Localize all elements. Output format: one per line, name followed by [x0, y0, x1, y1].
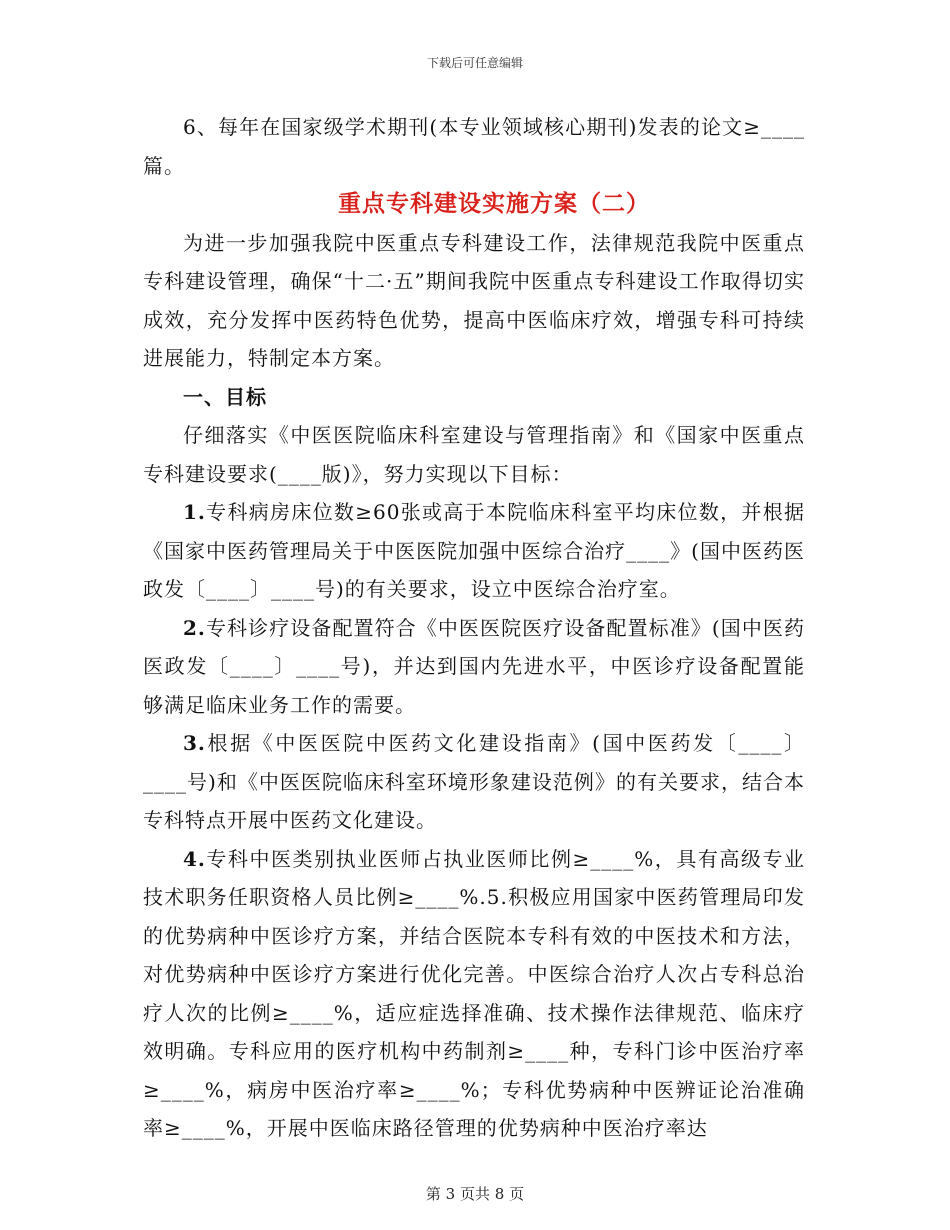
paragraph-goal-3 [143, 724, 805, 840]
goal-4-text: 专科中医类别执业医师占执业医师比例≥____%，具有高级专业技术职务任职资格人员比例≥____%.5.积极应用国家中医药管理局印发的优势病种中医诊疗方案，并结合医院本专科有效的中医技术和方法，对优势病种中医诊疗方案进行优化完善。中医综合治疗人次占专科总治疗人次的比例≥____%，适应症选择准确、技术操作法律规范、临床疗效明确。专科应用的医疗机构中药制剂≥____种，专科门诊中医治疗率≥____%，病房中医治疗率≥____%；专科优势病种中医辨证论治准确率≥____%，开展中医临床路径管理的优势病种中医治疗率达 [143, 846, 805, 1140]
goal-1-text: 专科病房床位数≥60张或高于本院临床科室平均床位数，并根据《国家中医药管理局关于中医医院加强中医综合治疗____》(国中医药医政发〔____〕____号)的有关要求，设立中医综合治疗室。 [143, 500, 805, 601]
page-footer: 第 3 页共 8 页 [425, 1185, 525, 1203]
paragraph-item-6: 6、每年在国家级学术期刊(本专业领域核心期刊)发表的论文≥____篇。 [143, 115, 805, 178]
section-title: 重点专科建设实施方案（二） [338, 190, 650, 217]
goal-1-number: 1. [183, 500, 206, 524]
paragraph-goal-4 [143, 840, 805, 1148]
goal-3-number: 3. [183, 731, 206, 755]
heading-goals: 一、目标 [183, 384, 267, 409]
paragraph-intro: 为进一步加强我院中医重点专科建设工作，法律规范我院中医重点专科建设管理，确保“十二·五”期间我院中医重点专科建设工作取得切实成效，充分发挥中医药特色优势，提高中医临床疗效，增强专科可持续进展能力，特制定本方案。 [143, 230, 805, 370]
paragraph-goals-intro: 仔细落实《中医医院临床科室建设与管理指南》和《国家中医重点专科建设要求(____版)》，努力实现以下目标： [143, 423, 805, 486]
page-header: 下载后可任意编辑 [426, 56, 523, 70]
goal-4-number: 4. [183, 846, 206, 871]
paragraph-goal-2 [143, 609, 805, 725]
paragraph-goal-1 [143, 493, 805, 609]
document-body [143, 108, 805, 1148]
goal-2-number: 2. [183, 615, 206, 640]
goal-2-text: 专科诊疗设备配置符合《中医医院医疗设备配置标准》(国中医药医政发〔____〕____号)，并达到国内先进水平，中医诊疗设备配置能够满足临床业务工作的需要。 [143, 615, 805, 717]
goal-3-text: 根据《中医医院中医药文化建设指南》(国中医药发〔____〕____号)和《中医医院临床科室环境形象建设范例》的有关要求，结合本专科特点开展中医药文化建设。 [143, 731, 805, 832]
